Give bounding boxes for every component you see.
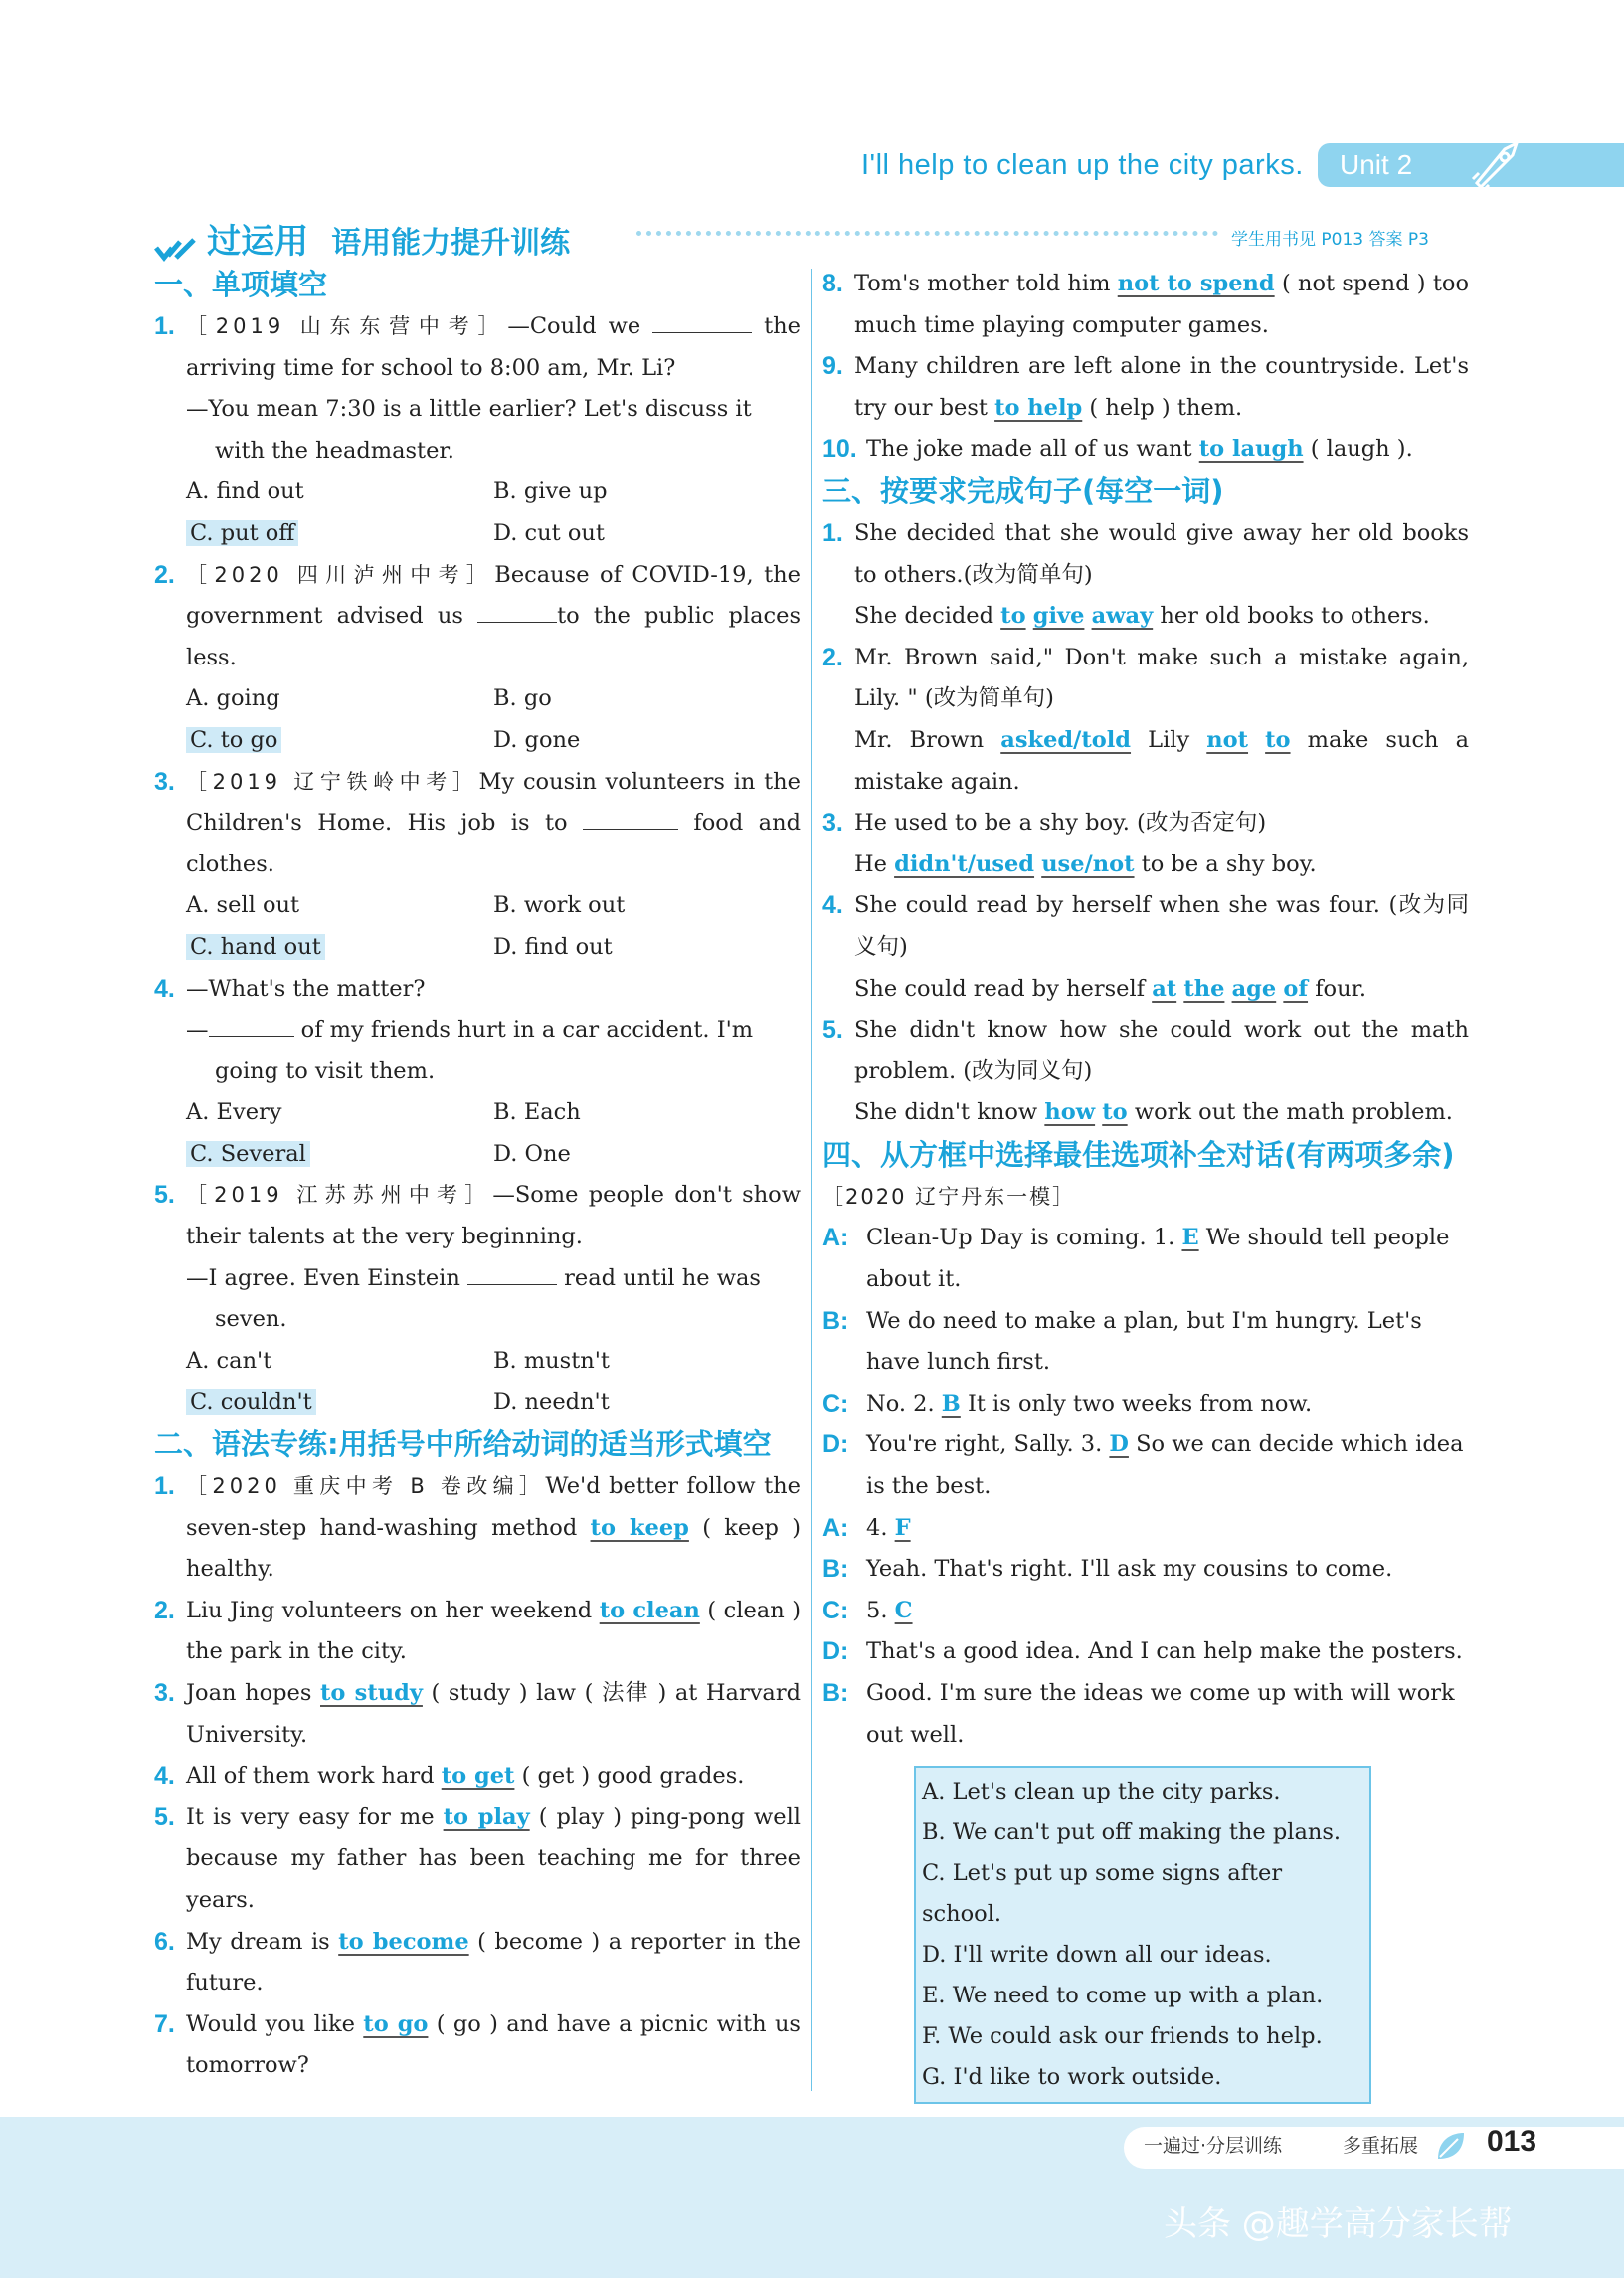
option-c-correct[interactable]: C. hand out <box>186 934 325 960</box>
option-a[interactable]: A. Every <box>186 1099 282 1126</box>
page-number: 013 <box>1487 2125 1537 2158</box>
dialogue-line: D: You're right, Sally. 3. D So we can decide which idea is the best. <box>822 1430 1464 1500</box>
dialogue-line: D: That's a good idea. And I can help make the posters. <box>822 1637 1463 1666</box>
watermark: 头条 @趣学高分家长帮 <box>1164 2204 1513 2244</box>
grammar-question-7: 7. Would you like to go ( go ) and have a picnic with us tomorrow? <box>154 2009 801 2079</box>
grammar-question-8: 8. Tom's mother told him not to spend ( not spend ) too much time playing computer games. <box>822 270 1470 338</box>
answer: to clean <box>599 1597 700 1623</box>
box-option-g: G. I'd like to work outside. <box>922 2064 1222 2091</box>
options-box <box>914 1766 1371 2104</box>
box-option-c: C. Let's put up some signs after school. <box>922 1860 1283 1928</box>
footer-series-label: 一遍过·分层训练 <box>1144 2135 1283 2157</box>
rewrite-question-2: 2. Mr. Brown said," Don't make such a mistake again, Lily. " (改为简单句) Mr. Brown asked/told Lily not to make such a mistake again. <box>822 638 1469 803</box>
option-c-correct[interactable]: C. couldn't <box>186 1389 316 1415</box>
leaf-icon <box>1434 2129 1468 2163</box>
option-c-correct[interactable]: C. put off <box>186 520 298 546</box>
option-c-correct[interactable]: C. Several <box>186 1141 310 1167</box>
unit-label: Unit 2 <box>1340 149 1413 180</box>
section-4-title: 四、从方框中选择最佳选项补全对话(有两项多余) <box>822 1137 1455 1172</box>
dialogue-line: A: Clean-Up Day is coming. 1. E We should tell people about it. <box>822 1224 1450 1293</box>
unit-tab <box>1318 143 1624 187</box>
mc-question-5: 5. ［2019 江苏苏州中考］—Some people don't show their talents at the very beginning. <box>154 1181 801 1250</box>
answer: to play <box>443 1803 530 1830</box>
answer: to keep <box>590 1514 689 1541</box>
grammar-question-9: 9. Many children are left alone in the countryside. Let's try our best to help ( help ) them. <box>822 352 1469 421</box>
option-a[interactable]: A. find out <box>186 478 304 505</box>
rewrite-answer-4: She could read by herself at the age of four. <box>854 975 1367 1002</box>
box-option-a: A. Let's clean up the city parks. <box>922 1779 1281 1805</box>
grammar-question-4: 4. All of them work hard to get ( get ) good grades. <box>154 1762 745 1791</box>
blank <box>477 598 557 623</box>
mc-question-4: 4. —What's the matter? <box>154 974 426 1003</box>
blank <box>209 1012 294 1037</box>
grammar-question-10: 10. The joke made all of us want to laugh ( laugh ). <box>822 435 1413 464</box>
check-mark-icon <box>154 236 196 262</box>
box-option-f: F. We could ask our friends to help. <box>922 2023 1323 2050</box>
option-b[interactable]: B. Each <box>493 1099 581 1126</box>
dialogue-line: B: Yeah. That's right. I'll ask my cousins to come. <box>822 1555 1393 1584</box>
rewrite-question-3: 3. He used to be a shy boy. (改为否定句) He didn't/used use/not to be a shy boy. <box>822 803 1469 885</box>
dialogue-line: B: We do need to make a plan, but I'm hungry. Let's have lunch first. <box>822 1306 1422 1376</box>
left-column <box>154 264 801 2087</box>
dialogue-line: A: 4. F <box>822 1513 911 1542</box>
option-d[interactable]: D. cut out <box>493 519 605 546</box>
answer: to help <box>994 394 1083 421</box>
section-sub-title: 语用能力提升训练 <box>331 226 571 261</box>
dialogue-line: C: 5. C <box>822 1596 913 1624</box>
dotted-divider <box>636 231 1218 236</box>
rewrite-answer-1: She decided to give away her old books to others. <box>854 603 1430 630</box>
mc-question-4-reply: — of my friends hurt in a car accident. I'm going to visit them. <box>154 1010 801 1092</box>
grammar-question-6: 6. My dream is to become ( become ) a reporter in the future. <box>154 1927 801 1996</box>
box-option-e: E. We need to come up with a plan. <box>922 1983 1324 2009</box>
rewrite-question-5: 5. She didn't know how she could work out the math problem. (改为同义句) She didn't know how to work out the math problem. <box>822 1010 1469 1134</box>
option-c-correct[interactable]: C. to go <box>186 727 281 753</box>
section-banner <box>154 214 570 263</box>
answer: to laugh <box>1198 436 1304 463</box>
rewrite-question-1: 1. She decided that she would give away her old books to others.(改为简单句) She decided to give away her old books to others. <box>822 513 1469 638</box>
footer-extension-label: 多重拓展 <box>1343 2135 1419 2157</box>
dialogue-line: C: No. 2. B It is only two weeks from now. <box>822 1389 1313 1418</box>
box-option-b: B. We can't put off making the plans. <box>922 1819 1342 1846</box>
section-3-title: 三、按要求完成句子(每空一词) <box>822 474 1224 508</box>
section-main-title: 过运用 <box>207 222 309 262</box>
blank <box>652 308 752 333</box>
option-d[interactable]: D. find out <box>493 933 613 960</box>
option-b[interactable]: B. work out <box>493 892 626 919</box>
option-a[interactable]: A. sell out <box>186 892 300 919</box>
option-b[interactable]: B. mustn't <box>493 1347 610 1374</box>
rewrite-answer-5: She didn't know how to work out the math problem. <box>854 1099 1453 1126</box>
grammar-question-1: 1. ［2020 重庆中考 B 卷改编］We'd better follow the seven-step hand-washing method to keep ( keep ) healthy. <box>154 1472 802 1583</box>
mc-question-3: 3. ［2019 辽宁铁岭中考］My cousin volunteers in the Children's Home. His job is to food and clothes. <box>154 767 801 877</box>
right-column <box>822 264 1469 2104</box>
option-a[interactable]: A. can't <box>186 1347 272 1374</box>
answer: to become <box>338 1928 469 1955</box>
box-option-d: D. I'll write down all our ideas. <box>922 1942 1272 1969</box>
answer: to study <box>320 1680 423 1706</box>
blank <box>467 1260 557 1285</box>
mc-options-1 <box>154 472 801 513</box>
dialogue-source: ［2020 辽宁丹东一模］ <box>822 1184 1076 1209</box>
section-2-title: 二、语法专练:用括号中所给动词的适当形式填空 <box>154 1427 772 1462</box>
rewrite-answer-3: He didn't/used use/not to be a shy boy. <box>854 851 1317 877</box>
rewrite-answer-2: Mr. Brown asked/told Lily not to make such a mistake again. <box>854 726 1470 795</box>
rewrite-question-4: 4. She could read by herself when she was four. (改为同义句) She could read by herself at the age of four. <box>822 885 1469 1010</box>
mc-question-5-reply: —I agree. Even Einstein read until he was seven. <box>154 1258 801 1341</box>
mc-question-1-reply: —You mean 7:30 is a little earlier? Let's discuss it with the headmaster. <box>186 396 752 464</box>
blank <box>583 805 678 830</box>
option-b[interactable]: B. go <box>493 685 552 712</box>
mc-question-2: 2. ［2020 四川泸州中考］Because of COVID-19, the government advised us to the public places less. <box>154 560 801 670</box>
grammar-question-2: 2. Liu Jing volunteers on her weekend to clean ( clean ) the park in the city. <box>154 1596 802 1665</box>
section-1-title: 一、单项填空 <box>154 268 328 301</box>
answer-reference: 学生用书见 P013 答案 P3 <box>1231 230 1429 250</box>
mc-question-1: 1. ［2019 山东东营中考］—Could we the arriving time for school to 8:00 am, Mr. Li? <box>154 306 801 389</box>
option-d[interactable]: D. gone <box>493 726 581 753</box>
answer: to get <box>441 1763 515 1790</box>
grammar-question-3: 3. Joan hopes to study ( study ) law ( 法律 ) at Harvard University. <box>154 1679 801 1748</box>
rocket-icon <box>1465 139 1525 194</box>
dialogue-line: B: Good. I'm sure the ideas we come up with will work out well. <box>822 1679 1455 1748</box>
column-divider <box>811 269 812 2091</box>
option-d[interactable]: D. needn't <box>493 1389 610 1416</box>
answer: to go <box>363 2010 429 2037</box>
option-d[interactable]: D. One <box>493 1140 571 1167</box>
grammar-question-5: 5. It is very easy for me to play ( play ) ping-pong well because my father has been teaching me for three years. <box>154 1803 801 1913</box>
option-b[interactable]: B. give up <box>493 478 608 505</box>
answer: not to spend <box>1117 271 1275 296</box>
header-title: I'll help to clean up the city parks. <box>861 149 1304 181</box>
option-a[interactable]: A. going <box>186 685 280 712</box>
